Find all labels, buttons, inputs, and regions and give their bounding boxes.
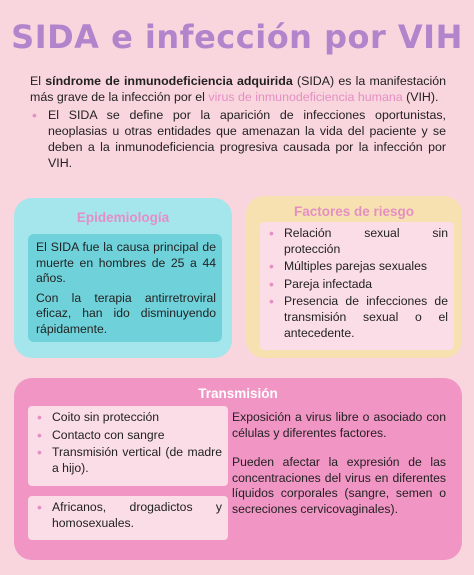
transmission-groups-box — [28, 496, 228, 540]
intro-bullets — [30, 107, 446, 171]
risk-factors-list — [260, 222, 454, 341]
transmission-paragraph: Pueden afectar la expresión de las concentraciones del virus en diferentes líquidos corporales (sangre, semen o secreciones cervicovaginales). — [232, 455, 446, 516]
transmission-groups-list — [28, 496, 228, 531]
epidemiology-title: Epidemiología — [76, 210, 170, 225]
intro-highlight-term: virus de inmunodeficiencia humana — [208, 90, 403, 104]
transmission-title: Transmisión — [198, 386, 278, 401]
page-title: SIDA e infección por VIH — [11, 18, 463, 56]
list-item: • Coito sin protección — [34, 410, 222, 426]
intro-section — [30, 73, 446, 171]
transmission-routes-box — [28, 406, 228, 486]
epidemiology-paragraph: Con la terapia antirretroviral eficaz, han ido disminuyendo rápidamente. — [36, 290, 216, 336]
transmission-paragraph: Exposición a virus libre o asociado con células y diferentes factores. — [232, 410, 446, 440]
list-item: • Africanos, drogadictos y homosexuales. — [34, 500, 222, 531]
intro-text: El — [30, 74, 46, 88]
epidemiology-content — [28, 234, 222, 342]
risk-factors-title: Factores de riesgo — [293, 204, 415, 219]
list-item: • Presencia de infecciones de transmisión sexual o el antecedente. — [266, 294, 448, 341]
transmission-card — [14, 378, 462, 560]
list-item: • Múltiples parejas sexuales — [266, 259, 448, 275]
intro-paragraph — [30, 73, 446, 105]
epidemiology-card — [14, 198, 232, 358]
list-item: • Transmisión vertical (de madre a hijo). — [34, 445, 222, 476]
intro-text: (SIDA) es la manifestación más grave de la infección por el — [30, 74, 446, 104]
intro-bold-term: síndrome de inmunodeficiencia adquirida — [45, 74, 293, 88]
list-item: • Pareja infectada — [266, 277, 448, 293]
intro-text: (VIH). — [402, 90, 439, 104]
transmission-routes-list — [28, 406, 228, 476]
risk-factors-card — [246, 196, 462, 358]
transmission-description — [232, 410, 446, 532]
list-item: • Contacto con sangre — [34, 428, 222, 444]
risk-factors-content — [260, 222, 454, 350]
intro-bullet-item: • El SIDA se define por la aparición de infecciones oportunistas, neoplasias u otras entidades que amenazan la vida del paciente y se deben a la inmunodeficiencia progresiva causada por la infección por VIH. — [30, 107, 446, 171]
list-item: • Relación sexual sin protección — [266, 226, 448, 257]
epidemiology-paragraph: El SIDA fue la causa principal de muerte en hombres de 25 a 44 años. — [36, 240, 216, 286]
